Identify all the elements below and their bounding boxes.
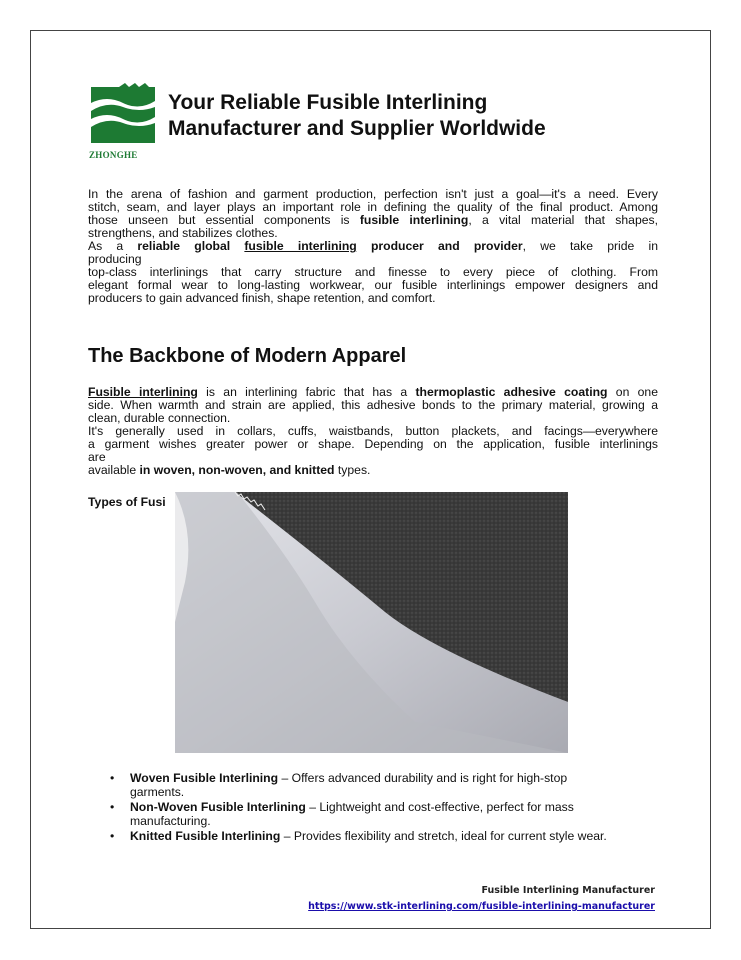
bullet-icon: • (110, 829, 115, 843)
logo-text: ZHONGHE (89, 150, 138, 160)
types-label: Types of Fusi (88, 495, 166, 509)
types-list (108, 772, 658, 846)
bullet-icon: • (110, 800, 115, 814)
list-item: • Knitted Fusible Interlining – Provides flexibility and stretch, ideal for current style wear. (110, 829, 607, 843)
section-paragraph: Fusible interlining is an interlining fabric that has a thermoplastic adhesive coating on one side. When warmth and strain are applied, this adhesive bonds to the primary material, growing a clean, durable connection. It's generally used in collars, cuffs, waistbands, button plackets, and facings—everywhere a garment wishes greater power or shape. Depending on the application, fusible interlinings are available in woven, non-woven, and knitted types. (88, 385, 658, 477)
fabric-photo (175, 492, 568, 753)
page-title: Your Reliable Fusible Interlining Manufacturer and Supplier Worldwide (168, 91, 546, 140)
bullet-icon: • (110, 771, 115, 785)
fusible-interlining-link[interactable]: fusible interlining (244, 239, 357, 253)
footer-link[interactable]: https://www.stk-interlining.com/fusible-interlining-manufacturer (308, 901, 655, 912)
list-item: • Non-Woven Fusible Interlining – Lightweight and cost-effective, perfect for mass manufacturing. (110, 800, 574, 828)
section-heading: The Backbone of Modern Apparel (88, 345, 407, 367)
intro-paragraph: In the arena of fashion and garment production, perfection isn't just a goal—it's a need. Every stitch, seam, and layer plays an important role in defining the quality of the final product. Among those unseen but essential components is fusible interlining, a vital material that shapes, strengthens, and stabilizes clothes. As a reliable global fusible interlining producer and provider, we take pride in producing top-class interlinings that carry structure and finesse to every piece of clothing. From elegant formal wear to long-lasting workwear, our fusible interlinings empower designers and producers to gain advanced finish, shape retention, and comfort. (88, 187, 658, 305)
fusible-interlining-term: Fusible interlining (88, 385, 198, 399)
list-item: • Woven Fusible Interlining – Offers advanced durability and is right for high-stop garments. (110, 771, 568, 799)
footer-title: Fusible Interlining Manufacturer (481, 885, 655, 896)
